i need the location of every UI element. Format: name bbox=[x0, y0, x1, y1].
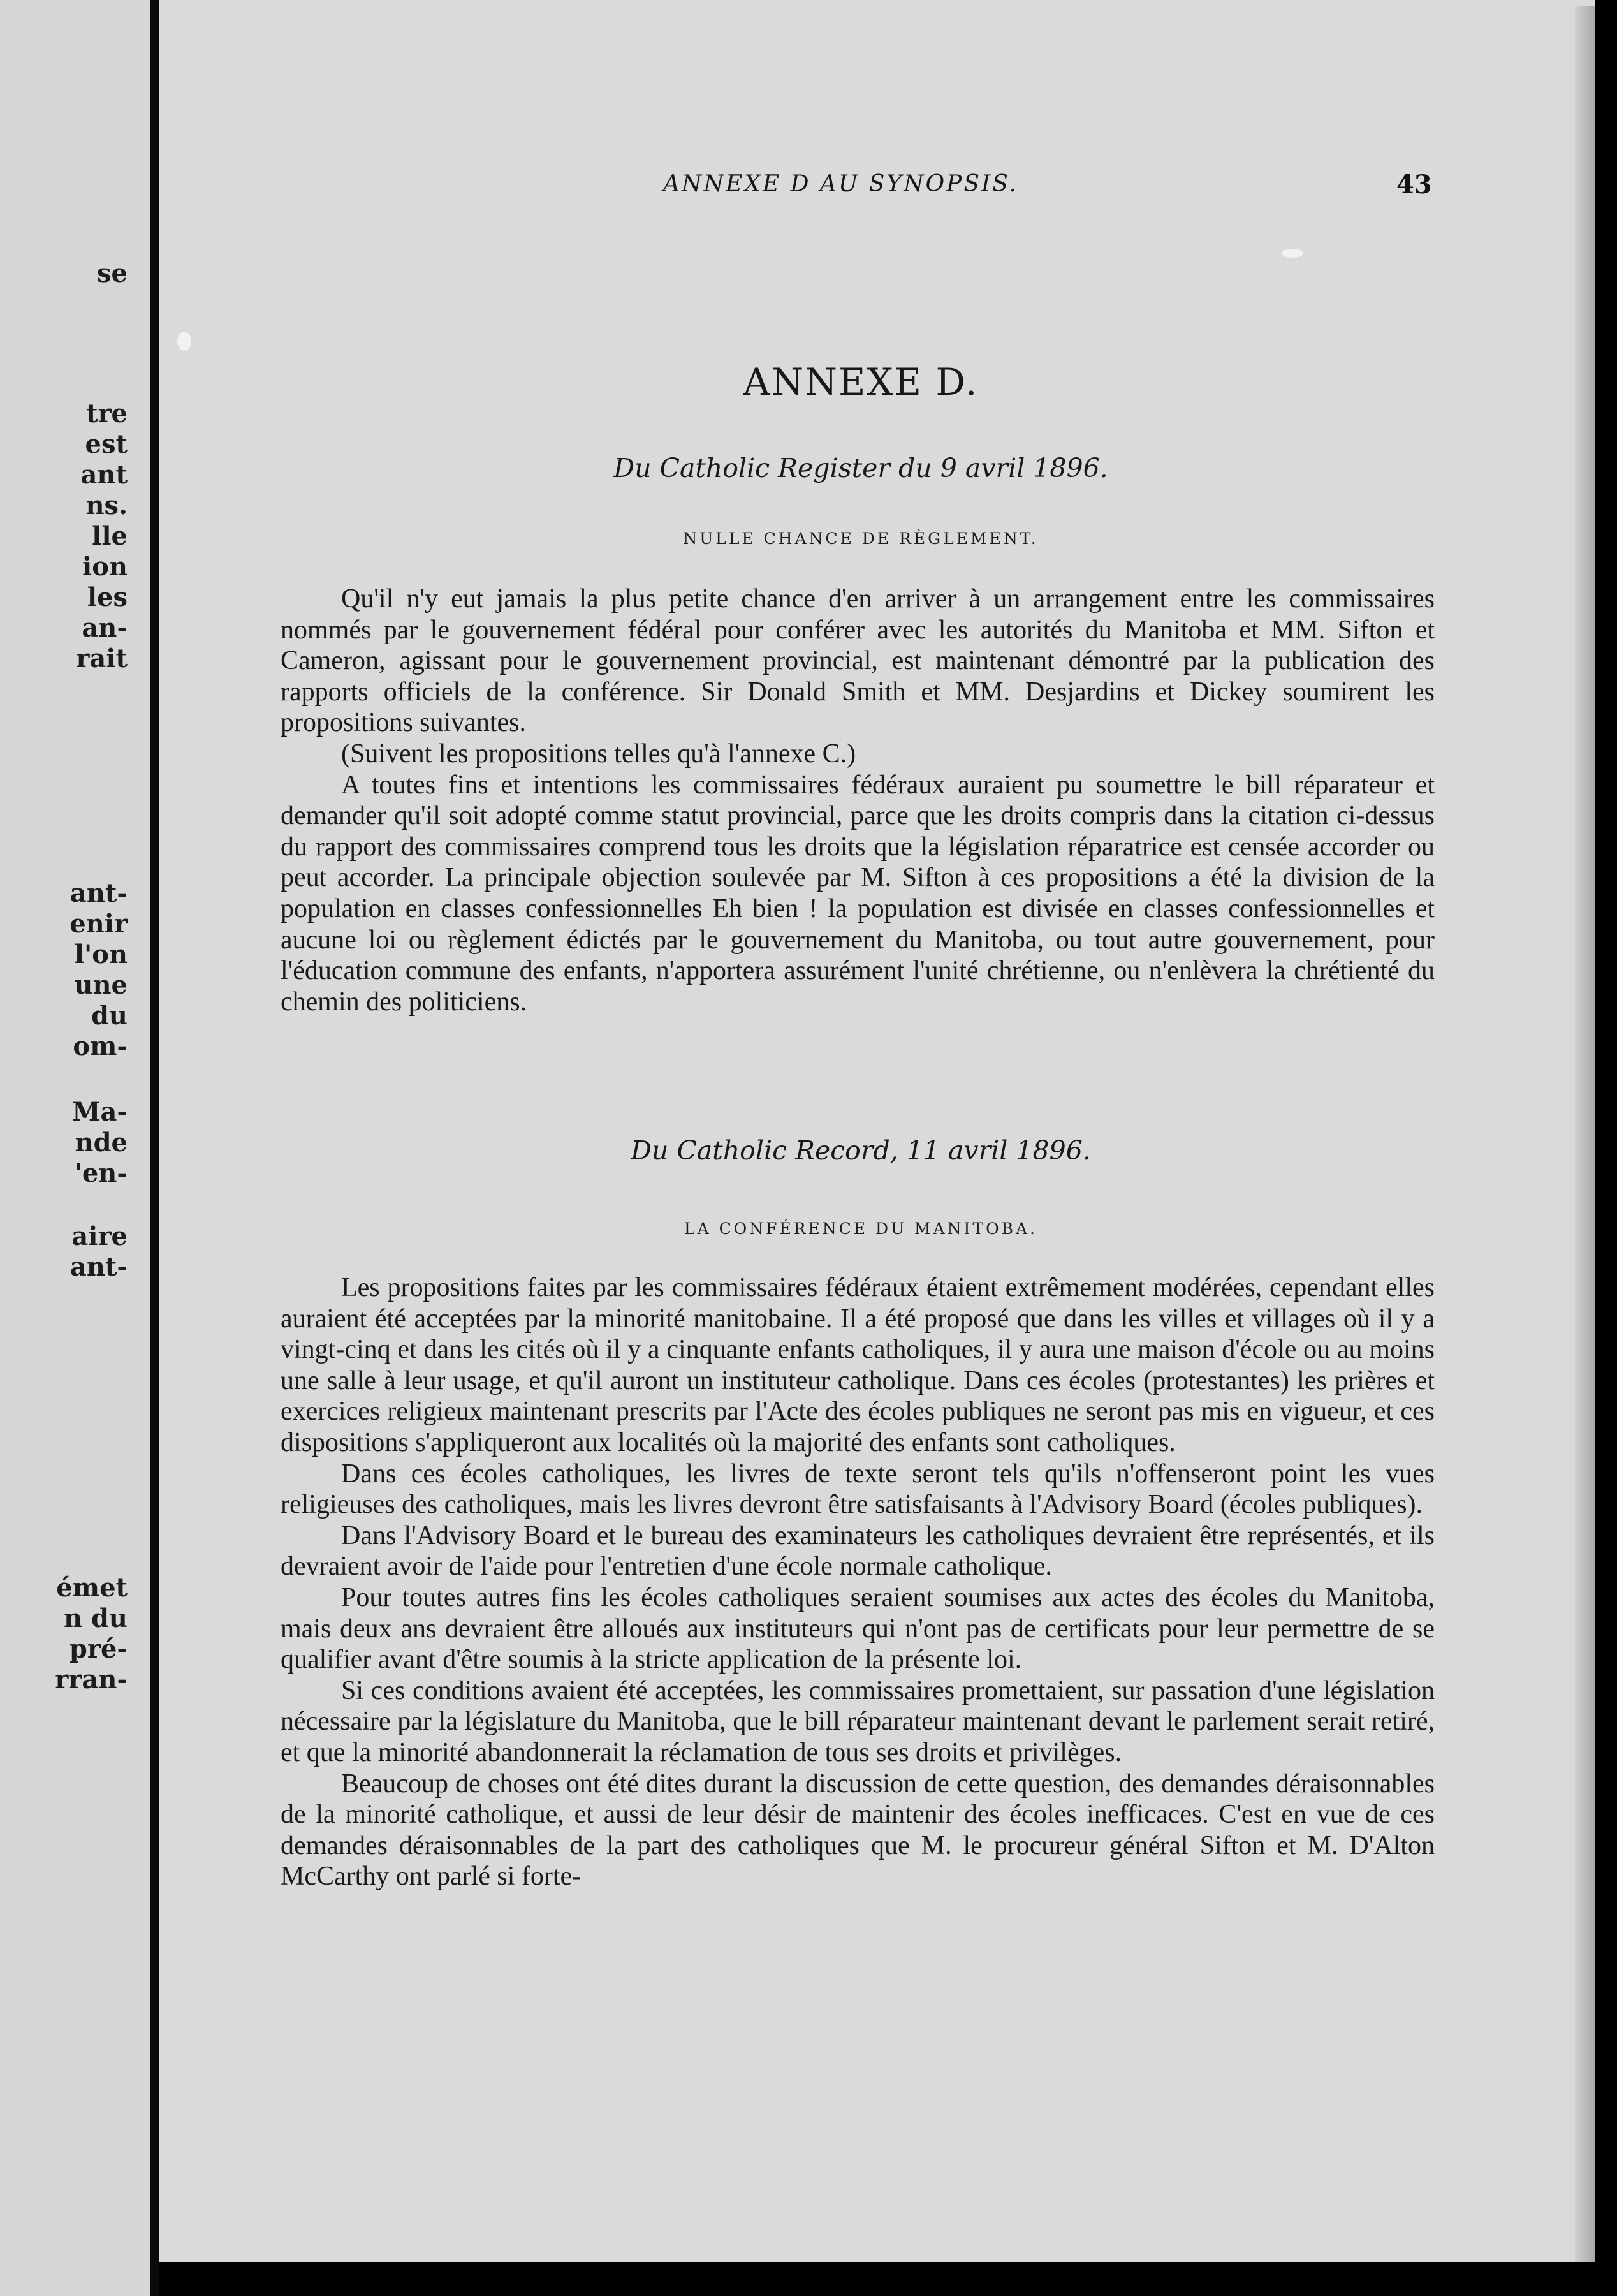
facing-page-fragment: aire bbox=[71, 1221, 128, 1251]
book-gutter bbox=[150, 0, 159, 2296]
facing-page-fragment: ant bbox=[80, 460, 128, 490]
page-edge-shadow bbox=[1575, 6, 1595, 2262]
facing-page-edge bbox=[0, 0, 150, 2296]
facing-page-fragment: 'en- bbox=[74, 1158, 128, 1188]
facing-page-fragment: émet bbox=[56, 1573, 128, 1603]
facing-page-fragment: se bbox=[97, 258, 128, 288]
page-number: 43 bbox=[1396, 170, 1432, 200]
article-2-source: Du Catholic Record, 11 avril 1896. bbox=[631, 1135, 1091, 1166]
article-1-source: Du Catholic Register du 9 avril 1896. bbox=[613, 453, 1108, 483]
facing-page-fragments bbox=[0, 0, 128, 2296]
facing-page-fragment: enir bbox=[70, 909, 128, 939]
facing-page-fragment: lle bbox=[92, 521, 128, 551]
paragraph: Dans l'Advisory Board et le bureau des examinateurs les catholiques devraient être représentés, et ils devraient avoir de l'aide pour l'entretien d'une école normale catholique. bbox=[281, 1520, 1435, 1582]
running-head: ANNEXE D AU SYNOPSIS. bbox=[663, 171, 1019, 197]
article-2-heading: LA CONFÉRENCE DU MANITOBA. bbox=[684, 1219, 1037, 1238]
facing-page-fragment: Ma- bbox=[72, 1097, 128, 1127]
paragraph: Les propositions faites par les commissaires fédéraux étaient extrêmement modérées, cependant elles auraient été acceptées par la minorité manitobaine. Il a été proposé que dans les villes et villages où il y a vingt-cinq et dans les cités où il y a cinquante enfants catholiques, il y aura une maison d'école ou au moins une salle à leur usage, et qu'il auront un instituteur catholique. Dans ces écoles (protestantes) les prières et exercices religieux maintenant prescrits par l'Acte des écoles publiques ne seront pas mis en vigueur, et ces dispositions s'appliqueront aux localités où la majorité des enfants sont catholiques. bbox=[281, 1273, 1435, 1457]
paragraph: Qu'il n'y eut jamais la plus petite chance d'en arriver à un arrangement entre les commissaires nommés par le gouvernement fédéral pour conférer avec les autorités du Manitoba et MM. Sifton et Cameron, agissant pour le gouvernement provincial, est maintenant démontré par la publication des rapports officiels de la conférence. Sir Donald Smith et MM. Desjardins et Dickey soumirent les propositions suivantes. bbox=[281, 584, 1435, 738]
facing-page-fragment: ns. bbox=[85, 490, 128, 520]
paragraph: (Suivent les propositions telles qu'à l'annexe C.) bbox=[341, 739, 856, 769]
facing-page-fragment: rran- bbox=[55, 1665, 128, 1695]
facing-page-fragment: an- bbox=[82, 613, 128, 643]
paragraph: Beaucoup de choses ont été dites durant la discussion de cette question, des demandes déraisonnables de la minorité catholique, et aussi de leur désir de maintenir des écoles inefficaces. C'est en vue de ces demandes déraisonnables de la part des catholiques que M. le procureur général Sifton et M. D'Alton McCarthy ont parlé si forte- bbox=[281, 1769, 1435, 1892]
facing-page-fragment: om- bbox=[73, 1031, 128, 1061]
facing-page-fragment: les bbox=[87, 582, 128, 612]
paragraph: Dans ces écoles catholiques, les livres de texte seront tels qu'ils n'offenseront point les vues religieuses des catholiques, mais les livres devront être satisfaisants à l'Advisory Board (écoles publiques). bbox=[281, 1459, 1435, 1520]
facing-page-fragment: ant- bbox=[70, 1252, 128, 1282]
facing-page-fragment: du bbox=[91, 1001, 128, 1031]
scan-speck bbox=[177, 332, 191, 351]
paragraph: Pour toutes autres fins les écoles catholiques seraient soumises aux actes des écoles du Manitoba, mais deux ans devraient être alloués aux instituteurs qui n'ont pas de certificats pour leur permettre de se qualifier avant d'être soumis à la stricte application de la présente loi. bbox=[281, 1582, 1435, 1675]
annex-title: ANNEXE D. bbox=[743, 360, 979, 404]
paragraph: Si ces conditions avaient été acceptées, les commissaires promettaient, sur passation d'une législation nécessaire par la législature du Manitoba, que le bill réparateur maintenant devant le parlement serait retiré, et que la minorité abandonnerait la réclamation de tous ses droits et privilèges. bbox=[281, 1675, 1435, 1767]
facing-page-fragment: ion bbox=[82, 552, 128, 582]
paragraph: A toutes fins et intentions les commissaires fédéraux auraient pu soumettre le bill réparateur et demander qu'il soit adopté comme statut provincial, parce que les droits compris dans la citation ci-dessus du rapport des commissaires comprend tous les droits que la législation réparatrice est censée accorder ou peut accorder. La principale objection soulevée par M. Sifton à ces propositions a été la division de la population en classes confessionnelles Eh bien ! la population est divisée en classes confessionnelles et aucune loi ou règlement édictés par le gouvernement du Manitoba, ou tout autre gouvernement, pour l'éducation commune des enfants, n'apportera assurément l'unité chrétienne, ou n'enlèvera la chrétienté du chemin des politiciens. bbox=[281, 770, 1435, 1017]
facing-page-fragment: nde bbox=[75, 1128, 128, 1158]
facing-page-fragment: rait bbox=[76, 644, 128, 673]
facing-page-fragment: n du bbox=[63, 1603, 128, 1633]
article-1-body bbox=[281, 584, 1435, 1017]
article-2-body bbox=[281, 1272, 1435, 1892]
facing-page-fragment: pré- bbox=[69, 1634, 128, 1664]
facing-page-fragment: est bbox=[85, 429, 128, 459]
main-page bbox=[159, 0, 1595, 2262]
facing-page-fragment: une bbox=[74, 970, 128, 1000]
facing-page-fragment: l'on bbox=[74, 939, 128, 969]
facing-page-fragment: ant- bbox=[70, 878, 128, 908]
article-1-heading: NULLE CHANCE DE RÈGLEMENT. bbox=[683, 529, 1039, 548]
scan-speck bbox=[1282, 249, 1303, 258]
facing-page-fragment: tre bbox=[86, 399, 128, 429]
